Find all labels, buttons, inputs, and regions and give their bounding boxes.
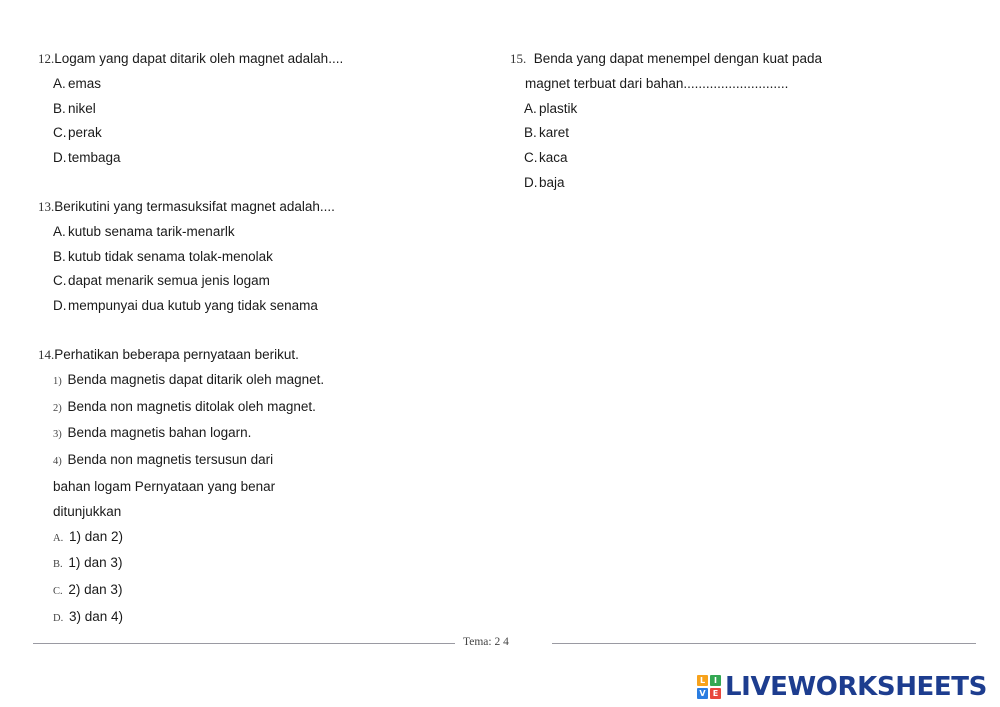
option-text: perak <box>68 125 102 141</box>
option-label: B. <box>524 125 537 141</box>
option-text: 1) dan 2) <box>68 528 124 544</box>
option-15-a <box>510 97 822 122</box>
question-12-text: Logam yang dapat ditarik oleh magnet adalah.... <box>54 51 344 66</box>
statement-text: Benda magnetis dapat ditarik oleh magnet. <box>67 371 325 387</box>
option-14-d <box>38 605 324 632</box>
statement-3 <box>38 421 324 448</box>
statement-text: Benda magnetis bahan logarn. <box>67 425 252 441</box>
option-text: karet <box>539 125 570 141</box>
statement-label: 2) <box>53 402 62 414</box>
option-label: D. <box>53 150 67 166</box>
question-13-number: 13. <box>38 199 55 214</box>
option-label: C. <box>524 150 538 166</box>
option-label: B. <box>53 559 63 571</box>
statement-label: 1) <box>53 375 62 387</box>
logo-mark-i: I <box>710 675 721 686</box>
option-14-c <box>38 578 324 605</box>
option-label: D. <box>53 612 64 624</box>
question-14-continuation-2: ditunjukkan <box>53 503 122 519</box>
statement-1 <box>38 368 324 395</box>
option-text: kutub senama tarik-menarlk <box>68 223 235 239</box>
question-14-number: 14. <box>38 347 55 362</box>
question-12-number: 12. <box>38 51 55 66</box>
option-text: mempunyai dua kutub yang tidak senama <box>68 298 318 314</box>
option-text: tembaga <box>68 150 121 166</box>
question-13-stem <box>38 195 335 220</box>
option-14-a <box>38 525 324 552</box>
question-14-continuation-1: bahan logam Pernyataan yang benar <box>53 478 276 494</box>
question-15-text-line2: magnet terbuat dari bahan............................ <box>525 75 789 91</box>
option-13-b <box>38 245 335 270</box>
statement-label: 3) <box>53 429 62 441</box>
statement-4 <box>38 448 324 475</box>
option-label: D. <box>524 174 538 190</box>
option-14-b <box>38 551 324 578</box>
option-13-a <box>38 220 335 245</box>
logo-mark-v: V <box>697 688 708 699</box>
option-text: emas <box>68 75 102 91</box>
option-text: baja <box>539 174 565 190</box>
option-text: kutub tidak senama tolak-menolak <box>68 248 273 264</box>
option-text: kaca <box>539 150 568 166</box>
option-label: A. <box>524 100 537 116</box>
question-12 <box>38 47 343 171</box>
option-label: D. <box>53 298 67 314</box>
option-text: 1) dan 3) <box>68 555 123 571</box>
logo-mark-icon <box>697 675 721 699</box>
option-label: A. <box>53 75 66 91</box>
logo-mark-e: E <box>710 688 721 699</box>
question-14-text: Perhatikan beberapa pernyataan berikut. <box>54 347 299 362</box>
option-label: B. <box>53 248 66 264</box>
option-12-c <box>38 121 343 146</box>
option-text: 3) dan 4) <box>68 608 124 624</box>
question-15 <box>510 47 822 196</box>
option-text: plastik <box>539 100 578 116</box>
option-15-b <box>510 121 822 146</box>
option-12-d <box>38 146 343 171</box>
question-14-stem <box>38 343 324 368</box>
question-14 <box>38 343 324 632</box>
logo-mark-l: L <box>697 675 708 686</box>
option-text: nikel <box>68 100 96 116</box>
statement-2 <box>38 395 324 422</box>
question-15-text-line1: Benda yang dapat menempel dengan kuat pada <box>533 51 822 66</box>
option-label: A. <box>53 532 64 544</box>
statement-text: Benda non magnetis ditolak oleh magnet. <box>67 398 316 414</box>
question-15-stem <box>510 47 822 72</box>
logo-text: LIVEWORKSHEETS <box>725 672 987 702</box>
option-text: dapat menarik semua jenis logam <box>68 273 270 289</box>
option-label: A. <box>53 223 66 239</box>
option-12-a <box>38 72 343 97</box>
option-15-d <box>510 171 822 196</box>
option-label: B. <box>53 100 66 116</box>
option-label: C. <box>53 125 67 141</box>
question-13 <box>38 195 335 319</box>
option-13-c <box>38 269 335 294</box>
footer-divider-left <box>33 643 455 644</box>
liveworksheets-logo[interactable] <box>697 672 987 702</box>
question-15-number: 15. <box>510 51 527 66</box>
option-label: C. <box>53 586 63 598</box>
footer-divider-right <box>552 643 976 644</box>
option-13-d <box>38 294 335 319</box>
statement-text: Benda non magnetis tersusun dari <box>67 452 274 468</box>
footer-theme-label: Tema: 2 4 <box>463 636 509 648</box>
option-12-b <box>38 97 343 122</box>
question-13-text: Berikutini yang termasuksifat magnet adalah.... <box>54 199 335 214</box>
option-text: 2) dan 3) <box>68 582 123 598</box>
question-12-stem <box>38 47 343 72</box>
option-label: C. <box>53 273 67 289</box>
option-15-c <box>510 146 822 171</box>
statement-label: 4) <box>53 456 62 468</box>
